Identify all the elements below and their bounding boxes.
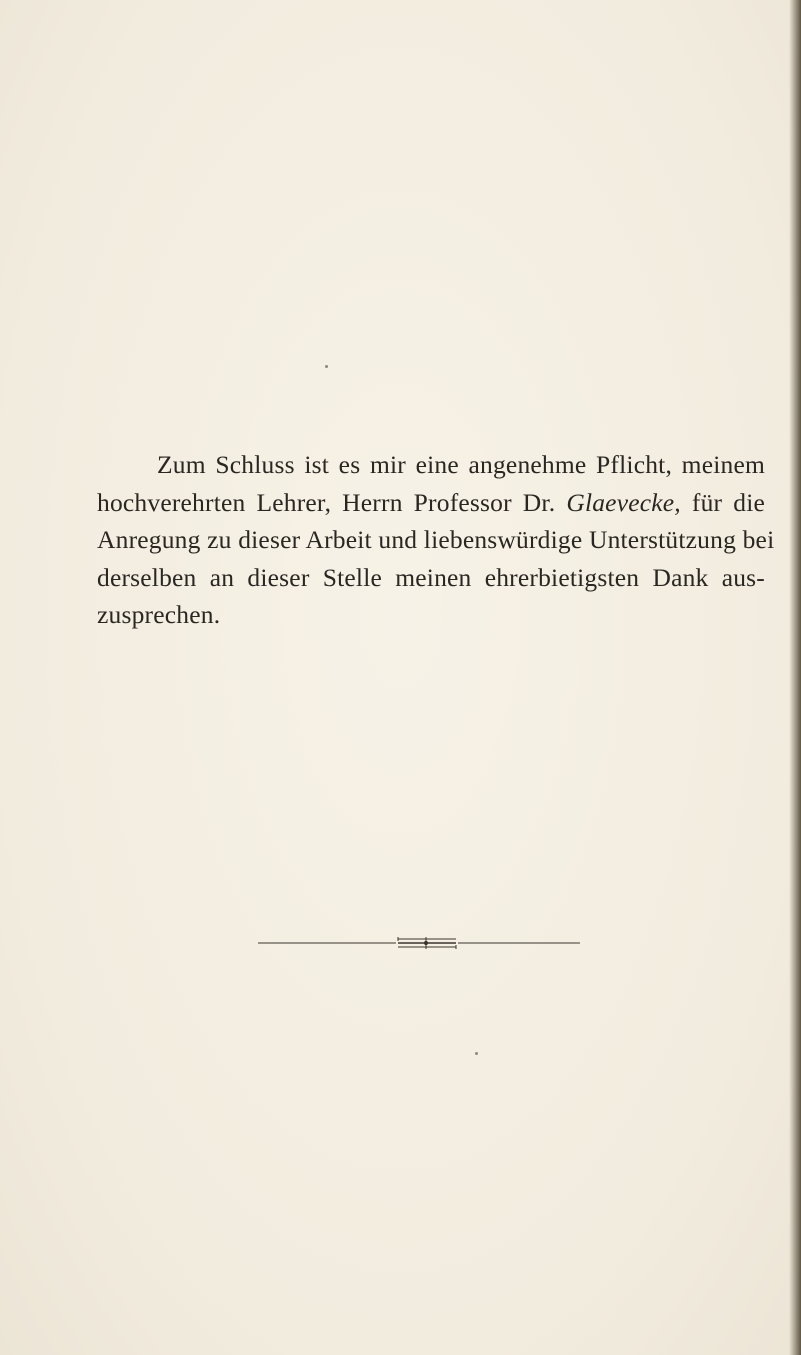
paragraph-line-5 (97, 596, 765, 634)
page-edge-shadow (789, 0, 801, 1355)
ink-speck (325, 365, 328, 368)
paragraph-line-4 (97, 559, 765, 597)
paragraph-line-3 (97, 521, 775, 559)
line-1-text: Zum Schluss ist es mir eine angenehme Pflicht, meinem (157, 450, 765, 479)
ornament-divider (258, 936, 580, 950)
line-5-text: zusprechen. (97, 600, 221, 629)
line-4-text: derselben an dieser Stelle meinen ehrerbietigsten Dank aus- (97, 562, 765, 592)
acknowledgement-paragraph (97, 446, 775, 634)
professor-name: Glaevecke, (566, 487, 681, 517)
paragraph-line-1 (97, 446, 765, 484)
line-2-text-a: hochverehrten Lehrer, Herrn Professor Dr. (97, 487, 556, 517)
line-2-text-b: für die (691, 487, 766, 517)
paragraph-line-2 (97, 484, 765, 522)
ink-speck (475, 1052, 478, 1055)
line-3-text: Anregung zu dieser Arbeit und liebenswürdige Unterstützung bei (97, 525, 775, 554)
